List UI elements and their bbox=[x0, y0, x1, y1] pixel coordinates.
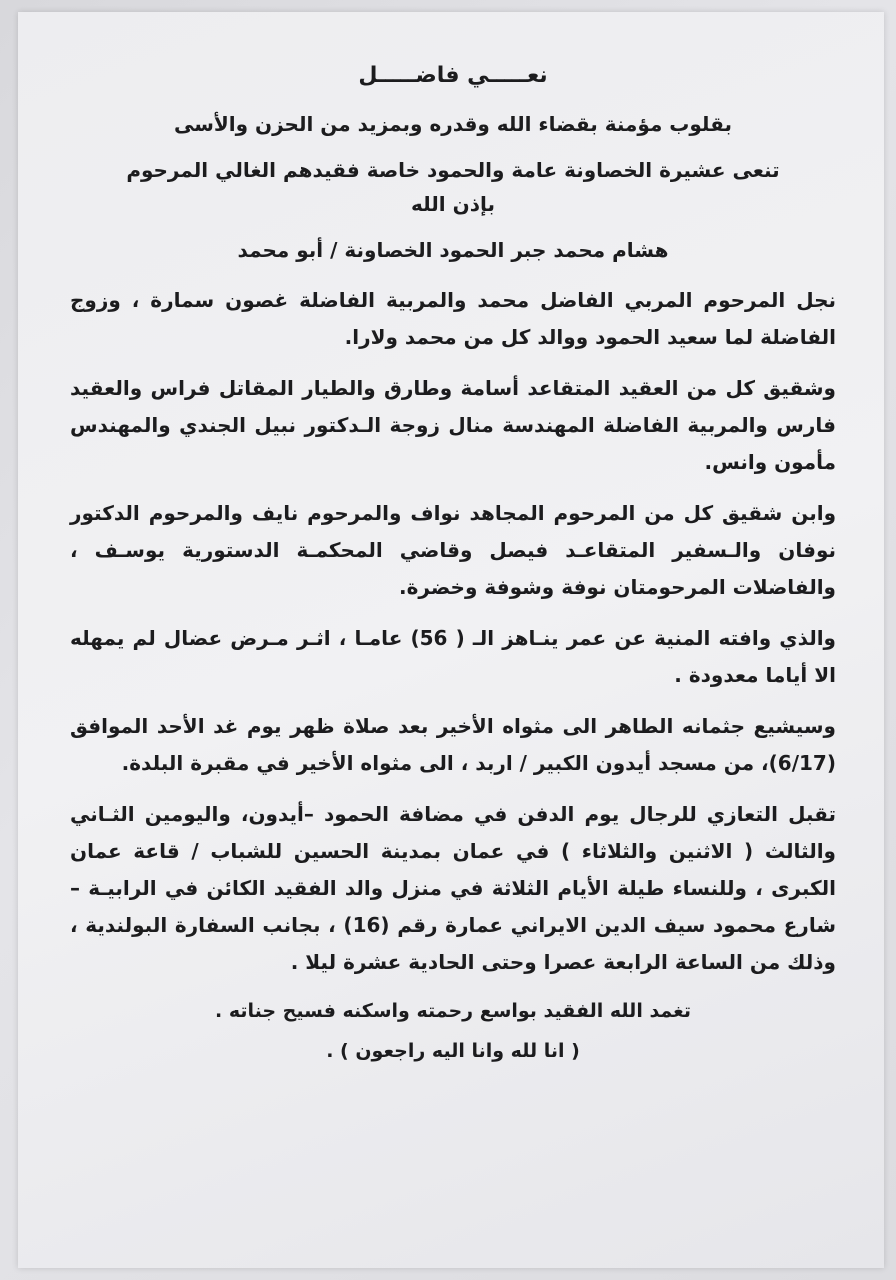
paragraph-siblings: وشقيق كل من العقيد المتقاعد أسامة وطارق والطيار المقاتل فراس والعقيد فارس والمربية الفاضلة المهندسة منال زوجة الـدكتور نبيل الجندي والمهندس مأمون وانس. bbox=[70, 376, 836, 474]
paragraph-condolences: تقبل التعازي للرجال يوم الدفن في مضافة الحمود –أيدون، واليومين الثـاني والثالث ( الاثنين والثلاثاء ) في عمان بمدينة الحسين للشباب / قاعة عمان الكبرى ، وللنساء طيلة الأيام الثلاثة في منزل والد الفقيد الكائن في الرابيـة – شارع محمود سيف الدين الايراني عمارة رقم (16) ، بجانب السفارة البولندية ، وذلك من الساعة الرابعة عصرا وحتى الحادية عشرة ليلا . bbox=[70, 802, 837, 974]
paragraph-parents: نجل المرحوم المربي الفاضل محمد والمربية الفاضلة غصون سمارة ، وزوج الفاضلة لما سعيد الحمود ووالد كل من محمد ولارا. bbox=[70, 288, 836, 349]
intro-line-1: بقلوب مؤمنة بقضاء الله وقدره وبمزيد من الحزن والأسى bbox=[173, 112, 733, 136]
paragraph-uncles: وابن شقيق كل من المرحوم المجاهد نواف والمرحوم نايف والمرحوم الدكتور نوفان والـسفير المتقاعـد فيصل وقاضي المحكمـة الدستورية يوسـف ، والفاضلات المرحومتان نوفة وشوفة وخضرة. bbox=[70, 501, 836, 599]
paragraph-death: والذي وافته المنية عن عمر ينـاهز الـ ( 56) عامـا ، اثـر مـرض عضال لم يمهله الا أياما معدودة . bbox=[70, 626, 836, 687]
notice-title: نعـــــي فاضـــــل bbox=[358, 63, 548, 88]
intro-line-3: بإذن الله bbox=[411, 192, 495, 216]
deceased-name: هشام محمد جبر الحمود الخصاونة / أبو محمد bbox=[237, 238, 669, 262]
closing-prayer: تغمد الله الفقيد بواسع رحمته واسكنه فسيح جناته . bbox=[214, 1000, 692, 1022]
paper-sheet bbox=[18, 12, 884, 1268]
closing-verse: ( انا لله وانا اليه راجعون ) . bbox=[326, 1040, 580, 1062]
intro-line-2: تنعى عشيرة الخصاونة عامة والحمود خاصة فقيدهم الغالي المرحوم bbox=[126, 158, 780, 182]
paragraph-funeral: وسيشيع جثمانه الطاهر الى مثواه الأخير بعد صلاة ظهر يوم غد الأحد الموافق (6/17)، من مسجد أيدون الكبير / اربد ، الى مثواه الأخير في مقبرة البلدة. bbox=[70, 714, 836, 775]
obituary-notice bbox=[70, 60, 836, 1067]
